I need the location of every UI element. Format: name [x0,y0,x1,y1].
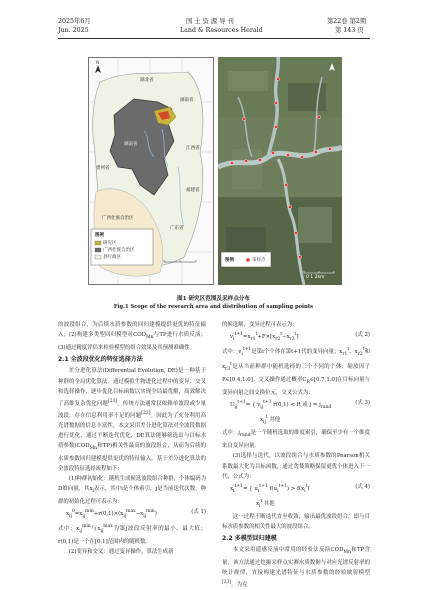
paragraph: 本文采用遥感反演中常用的经验法反演$COD_{Mn}$和TP含量，该方法通过挖掘采样点实测水质数据与对应光谱反射率的统计规律，直接构建光谱特征与水质参数的经验映射模型[23]。为克 [222,546,370,589]
header-rule [58,38,370,39]
equation-number: (式 4) [355,483,370,490]
equation-3 [222,398,370,413]
header-date-cn: 2025年6月 [58,18,91,25]
map-label: 湖南省 [124,142,138,147]
legend-item: 县行政区 [103,255,121,260]
paragraph: 这一过程不断迭代直至收敛，输出最优波段组合，即与目标水质参数的相关性最大的波段组合。 [222,513,370,530]
legend-item: 采样点 [252,258,266,263]
running-header [0,0,427,40]
paragraph: (2)变异和交叉：通过变异操作，算法生成新 [68,549,174,556]
scale-label: 0 1 2km [306,275,325,280]
satellite-map [218,57,342,285]
section-heading: 2.1 全波段优化的特征选择方法 [58,356,143,364]
paragraph: 式中：$v_i^{t+1}$是第i个个体在第t+1代的变异向量；$x_{r1}^t$、$x_{r2}^t$和$x_{r3}^t$是从当前种群中随机选择的三个不同的个体；缩放因子F∈[0.4,1.0]。交叉操作通过概率$C_R\in[0.7,1.0]$在目标向量与变异向量之间交换位元，交叉公式为： [222,347,370,397]
figure-left-map [88,57,214,285]
paragraph: 的波段组合，为后续水质参数的回归建模提供更优的特征输入；(2)构建多类型回归模型对$COD_{Mn}$与TP进行水质反演；(3)通过精度评估来检验模型的组合效果及其预测准确性。 [58,322,206,352]
figure-caption-en: Fig.1 Scope of the research area and distribution of sampling points [113,304,314,310]
paragraph: 差分进化算法(Differential Evolution, DE)是一种基于种群的全局优化算法，通过模拟生物进化过程中的变异、交叉和选择操作，逐步优化目标函数以实现全局最优解，高效解决了高维复杂优化问题[21]。传统方法通常仅依赖单波段或少量波段，存在信息利用率不足的问题[22]。因此为了充分利用高光谱数据的信息丰富性，本文采用差分进化算法对全波段数据进行优化，通过不断迭代优化，DE算法能够筛选出与目标水质参数($COD_{Mn}$和TP)相关性最高的波段组合，从而为后续的水质参数回归建模提供更优的特征输入。基于差分进化算法的全波段特征选择流程如下： [58,368,206,472]
svg-text:N: N [96,60,100,65]
paragraph: (3)选择与迭代，以波段组合与水质参数的Pearson相关系数最大化为目标函数，通过贪婪策略保留更优个体进入下一代，公式为： [222,453,370,480]
legend-title: 图例 [95,233,104,238]
map-label: 湖北省 [140,78,154,83]
equation-body: $x_i^{t+1}=$ { $u_i^{t+1}$ $f(u_i^{t+1}) > f(x_i^t)$ [230,483,310,494]
legend-title: 图例 [225,258,234,263]
section-heading: 2.2 多模型回归建模 [222,534,277,542]
equation-body: $v_i^{t+1}=x_{r1}^t+F\times[x_{r2}^t-x_{r3}^t]$ [230,332,299,342]
legend-item: 广西壮族自治区 [103,248,135,253]
equation-1 [58,507,206,522]
figure-right-map [218,57,342,285]
map-label: 贵州省 [96,166,110,171]
equation-3-case [222,413,370,428]
header-volume: 第22卷 第2期 [327,18,367,25]
equation-number: (式 1) [191,509,206,516]
header-journal-en: Land & Resources Herald [180,27,263,34]
equation-number: (式 3) [355,400,370,407]
equation-2 [222,330,370,345]
map-label: 广西壮族自治区 [102,216,134,221]
equation-body: $x_{ij}^0=x_{ij}^{min}+r(0,1)\times(x_{ij}^{max}-x_{ij}^{min})$ [66,509,157,520]
equation-number: (式 2) [355,332,370,339]
paragraph: 式中：$j_{rand}$是一个随机选取的维度索引，确保至少有一个维度来自变异向量。 [222,430,370,450]
equation-body: $x_i^t$ 其他 [256,498,275,509]
right-column [222,320,370,590]
map-label: 福建省 [186,188,200,193]
left-column [58,320,206,558]
equation-4-case [222,497,370,512]
map-label: 江西省 [186,146,200,151]
map-label: 广东省 [170,226,184,231]
header-journal-cn: 国 土 资 源 导 刊 [186,18,234,25]
equation-body: $x_{ij}^t$ 其他 [260,415,281,426]
equation-body: $U_{ij}^{t+1}=$ { $v_{ij}^{t+1}$ r(0,1) < R 或 $j = j_{rand}$ [230,400,332,411]
paragraph: 式中：$x_{ij}^{min}$与$x_{ij}^{max}$为第j波段反射率的最小、最大值；r(0,1)是一个在[0,1]范围内的随机数。 [58,524,206,546]
header-date-en: Jun. 2025 [58,27,89,34]
equation-4 [222,482,370,497]
header-page: 第 143 页 [335,27,364,34]
legend-item: 研究区 [103,241,117,246]
paragraph: (1)种群初始化：随机生成候选波段组合种群，个体编码为D维向量，其$x_i$表示，其中i是个体索引，j是当前迭代次数，种群的初始化过程可表示为： [58,476,206,506]
figure-caption-cn: 图1 研究区范围及采样点分布 [177,296,250,302]
paragraph: 的候选解，变异过程可表示为： [222,322,298,328]
map-label: 湖南省 [180,98,194,103]
